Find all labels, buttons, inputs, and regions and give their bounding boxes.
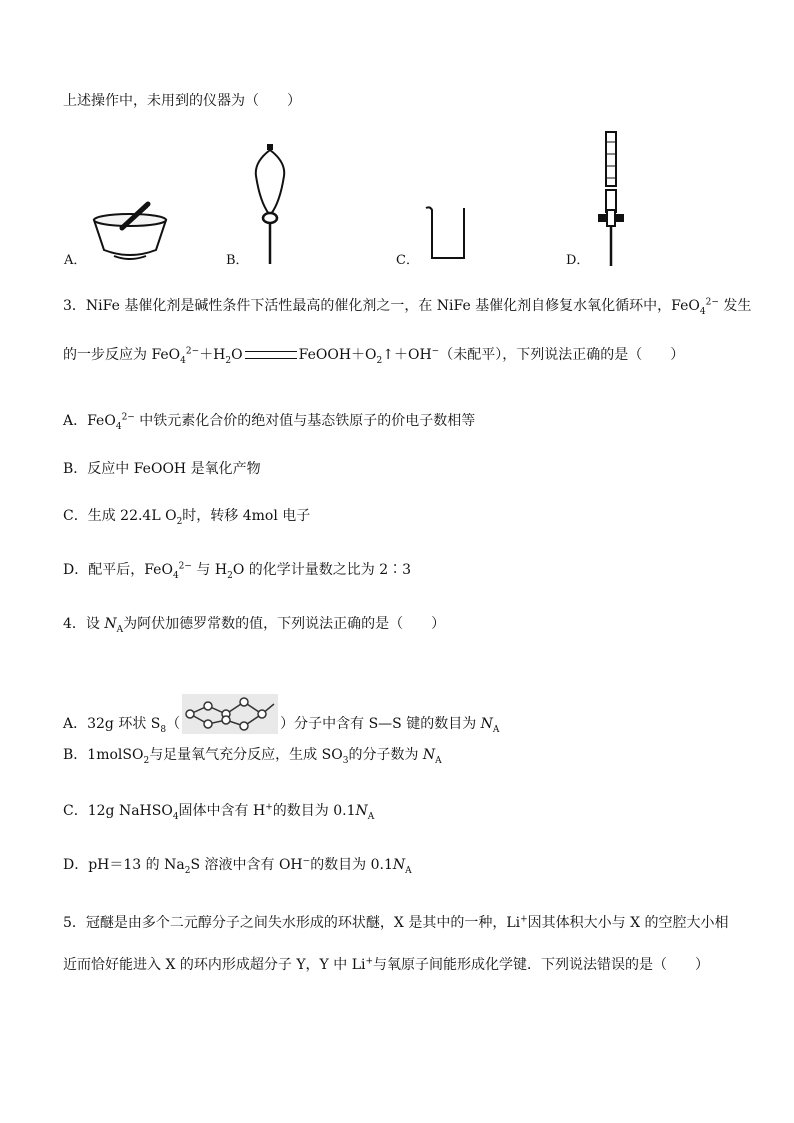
q3-option-a[interactable]: A．FeO$_4^{2-}$ 中铁元素化合价的绝对值与基态铁原子的价电子数相等 — [63, 412, 476, 432]
q2-option-c-label[interactable]: C． — [396, 253, 419, 268]
mortar-and-pestle-icon — [90, 198, 170, 264]
s8-ring-structure-icon — [182, 694, 278, 734]
q3-option-d[interactable]: D．配平后，FeO$_4^{2-}$ 与 $H_2O$ 的化学计量数之比为 2∶3 — [63, 561, 412, 581]
q3-stem-line1: 3．NiFe 基催化剂是碱性条件下活性最高的催化剂之一，在 NiFe 基催化剂自修复水氧化循环中，FeO$_4^{2-}$ 发生 — [63, 297, 752, 317]
reaction-equals-sign — [245, 351, 297, 359]
q2-stem: 上述操作中，未用到的仪器为（ ） — [63, 93, 301, 109]
q3-option-b[interactable]: B．反应中 FeOOH 是氧化产物 — [63, 461, 261, 477]
q2-option-a-label[interactable]: A． — [64, 253, 87, 268]
q2-option-d-label[interactable]: D． — [566, 253, 590, 268]
q3-option-c[interactable]: C．生成 22.4L $O_2$时，转移 4mol 电子 — [63, 508, 311, 527]
q4-stem: 4．设 $N_A$为阿伏加德罗常数的值，下列说法正确的是（ ） — [63, 616, 446, 635]
q5-stem-line1: 5．冠醚是由多个二元醇分子之间失水形成的环状醚，X 是其中的一种，Li+因其体积大小与 X 的空腔大小相 — [63, 914, 729, 931]
q4-option-a[interactable]: A．32g 环状 $S_8$（ ）分子中含有 S—S 键的数目为 $N_A$ — [63, 694, 499, 734]
q5-stem-line2: 近而恰好能进入 X 的环内形成超分子 Y，Y 中 Li+与氧原子间能形成化学键．下列说法错误的是（ ） — [63, 956, 710, 973]
q2-option-b-label[interactable]: B． — [226, 253, 249, 268]
q3-stem-line2: 的一步反应为 $FeO_4^{2-}+H_2O$ $FeOOH+O_2↑+OH^-$（未配平），下列说法正确的是（ ） — [63, 346, 685, 366]
q4-option-b[interactable]: B．1molSO$_2$与足量氧气充分反应，生成 $SO_3$的分子数为 $N_A$ — [63, 747, 442, 766]
beaker-icon — [424, 204, 468, 262]
separatory-funnel-icon — [250, 142, 290, 266]
q4-option-c[interactable]: C．12g NaHSO$_4$固体中含有 H+的数目为 $0.1N_A$ — [63, 802, 375, 822]
q4-option-d[interactable]: D．pH＝13 的 $Na_2S$ 溶液中含有 OH−的数目为 $0.1N_A$ — [63, 856, 412, 876]
burette-icon — [594, 130, 628, 268]
